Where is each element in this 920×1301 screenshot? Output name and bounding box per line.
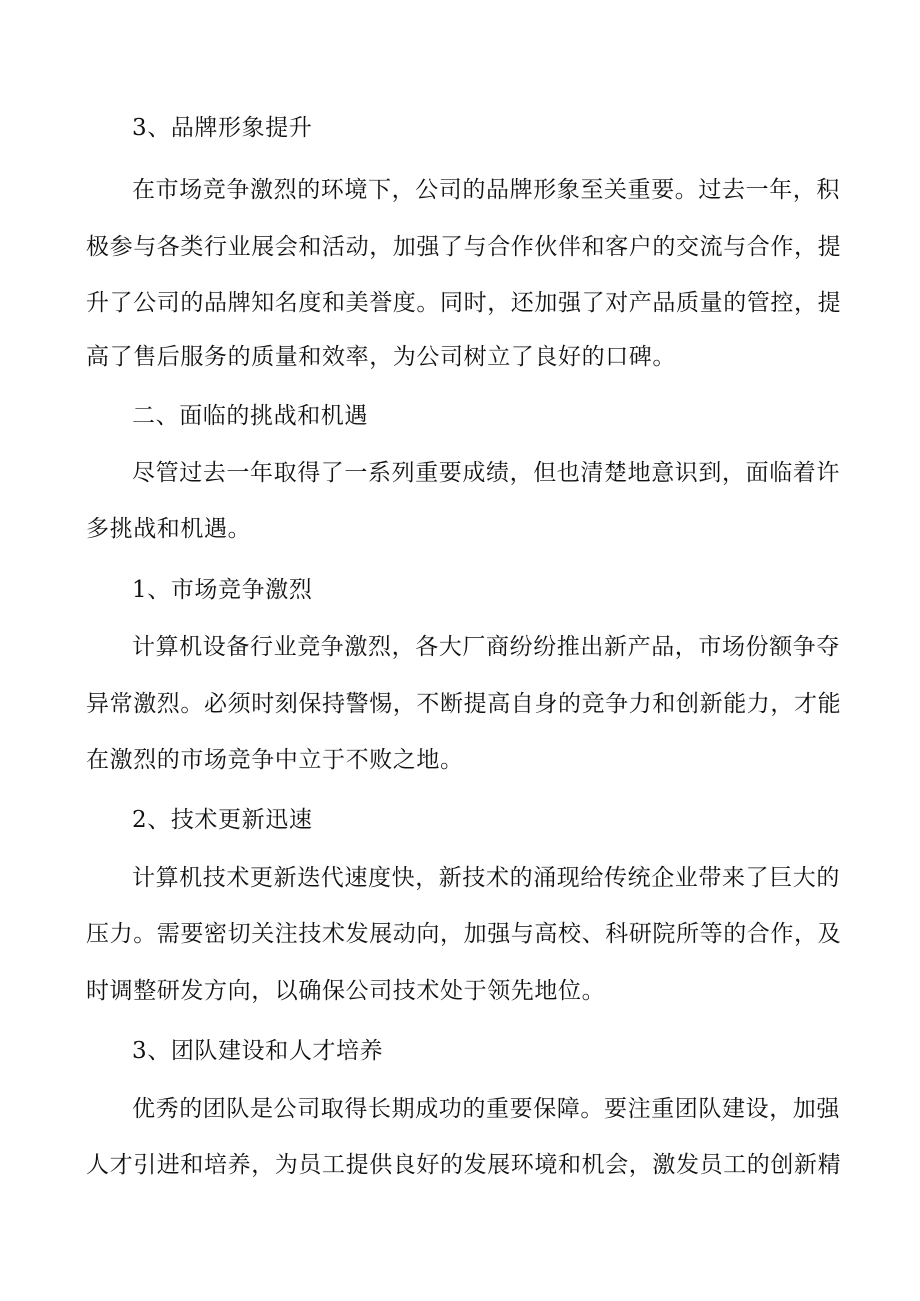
section-heading-brand-image: 3、品牌形象提升 — [132, 115, 313, 141]
paragraph-line: 高了售后服务的质量和效率，为公司树立了良好的口碑。 — [86, 344, 676, 370]
paragraph-line: 尽管过去一年取得了一系列重要成绩，但也清楚地意识到，面临着许 — [132, 460, 840, 486]
paragraph-line: 计算机技术更新迭代速度快，新技术的涌现给传统企业带来了巨大的 — [132, 865, 840, 891]
section-heading-market-competition: 1、市场竞争激烈 — [132, 577, 313, 603]
part-heading-challenges: 二、面临的挑战和机遇 — [132, 403, 368, 429]
paragraph-line: 多挑战和机遇。 — [86, 516, 252, 542]
paragraph-line: 异常激烈。必须时刻保持警惕，不断提高自身的竞争力和创新能力，才能 — [86, 691, 842, 717]
paragraph-line: 优秀的团队是公司取得长期成功的重要保障。要注重团队建设，加强 — [132, 1096, 840, 1122]
paragraph-line: 升了公司的品牌知名度和美誉度。同时，还加强了对产品质量的管控，提 — [86, 290, 842, 316]
paragraph-line: 人才引进和培养，为员工提供良好的发展环境和机会，激发员工的创新精 — [86, 1152, 842, 1178]
section-heading-tech-updates: 2、技术更新迅速 — [132, 807, 313, 833]
paragraph-line: 时调整研发方向，以确保公司技术处于领先地位。 — [86, 978, 606, 1004]
paragraph-line: 在激烈的市场竞争中立于不败之地。 — [86, 747, 464, 773]
paragraph-line: 计算机设备行业竞争激烈，各大厂商纷纷推出新产品，市场份额争夺 — [132, 634, 840, 660]
paragraph-line: 极参与各类行业展会和活动，加强了与合作伙伴和客户的交流与合作，提 — [86, 234, 842, 260]
paragraph-line: 压力。需要密切关注技术发展动向，加强与高校、科研院所等的合作，及 — [86, 921, 842, 947]
section-heading-team-building: 3、团队建设和人才培养 — [132, 1038, 384, 1064]
paragraph-line: 在市场竞争激烈的环境下，公司的品牌形象至关重要。过去一年，积 — [132, 177, 840, 203]
